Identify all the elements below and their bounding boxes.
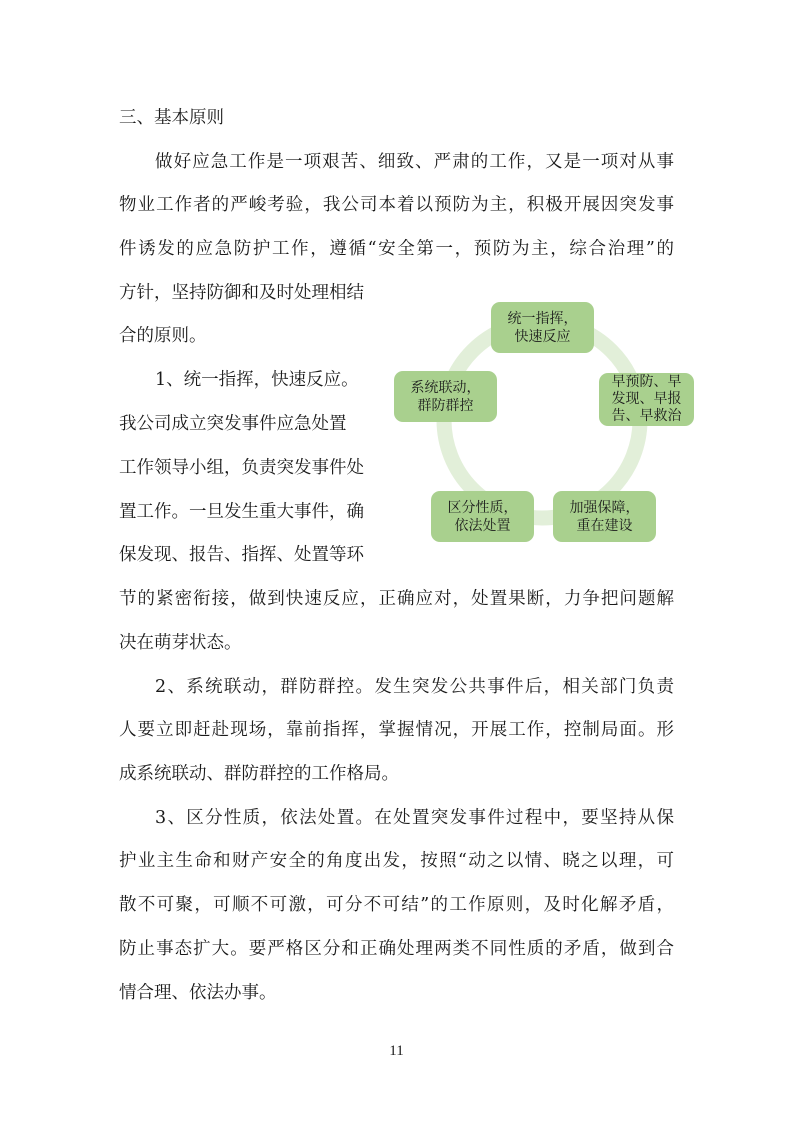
paragraph-line: 置工作。一旦发生重大事件，确	[119, 502, 364, 522]
paragraph-line: 防止事态扩大。要严格区分和正确处理两类不同性质的矛盾，做到合	[119, 939, 674, 959]
node-unified-command: 统一指挥， 快速反应	[491, 302, 594, 353]
paragraph-line: 做好应急工作是一项艰苦、细致、严肃的工作，又是一项对从事	[155, 152, 674, 172]
node-strengthen-support: 加强保障， 重在建设	[553, 491, 656, 542]
node-distinguish-nature: 区分性质， 依法处置	[431, 491, 534, 542]
paragraph-line: 决在萌芽状态。	[119, 633, 242, 653]
page-number: 11	[389, 1043, 404, 1059]
node-system-linkage: 系统联动， 群防群控	[394, 371, 497, 422]
principles-cycle-diagram	[392, 298, 694, 544]
paragraph-line: 工作领导小组，负责突发事件处	[119, 458, 364, 478]
paragraph-line: 1、统一指挥，快速反应。	[155, 370, 359, 390]
paragraph-line: 我公司成立突发事件应急处置	[119, 414, 347, 434]
paragraph-line: 方针，坚持防御和及时处理相结	[119, 283, 364, 303]
paragraph-line: 节的紧密衔接，做到快速反应，正确应对，处置果断，力争把问题解	[119, 589, 674, 609]
paragraph-line: 护业主生命和财产安全的角度出发，按照“动之以情、晓之以理，可	[119, 851, 674, 871]
paragraph-line: 保发现、报告、指挥、处置等环	[119, 545, 364, 565]
paragraph-line: 2、系统联动，群防群控。发生突发公共事件后，相关部门负责	[155, 677, 674, 697]
paragraph-line: 3、区分性质，依法处置。在处置突发事件过程中，要坚持从保	[155, 808, 674, 828]
paragraph-line: 成系统联动、群防群控的工作格局。	[119, 764, 399, 784]
paragraph-line: 物业工作者的严峻考验，我公司本着以预防为主，积极开展因突发事	[119, 195, 674, 215]
node-early-prevention: 早预防、早 发现、早报 告、早救治	[599, 373, 694, 426]
section-heading: 三、基本原则	[119, 108, 224, 128]
paragraph-line: 情合理、依法办事。	[119, 983, 277, 1003]
paragraph-line: 散不可聚，可顺不可激，可分不可结”的工作原则，及时化解矛盾，	[119, 895, 674, 915]
paragraph-line: 合的原则。	[119, 326, 207, 346]
paragraph-line: 人要立即赶赴现场，靠前指挥，掌握情况，开展工作，控制局面。形	[119, 720, 674, 740]
paragraph-line: 件诱发的应急防护工作，遵循“安全第一，预防为主，综合治理”的	[119, 239, 674, 259]
